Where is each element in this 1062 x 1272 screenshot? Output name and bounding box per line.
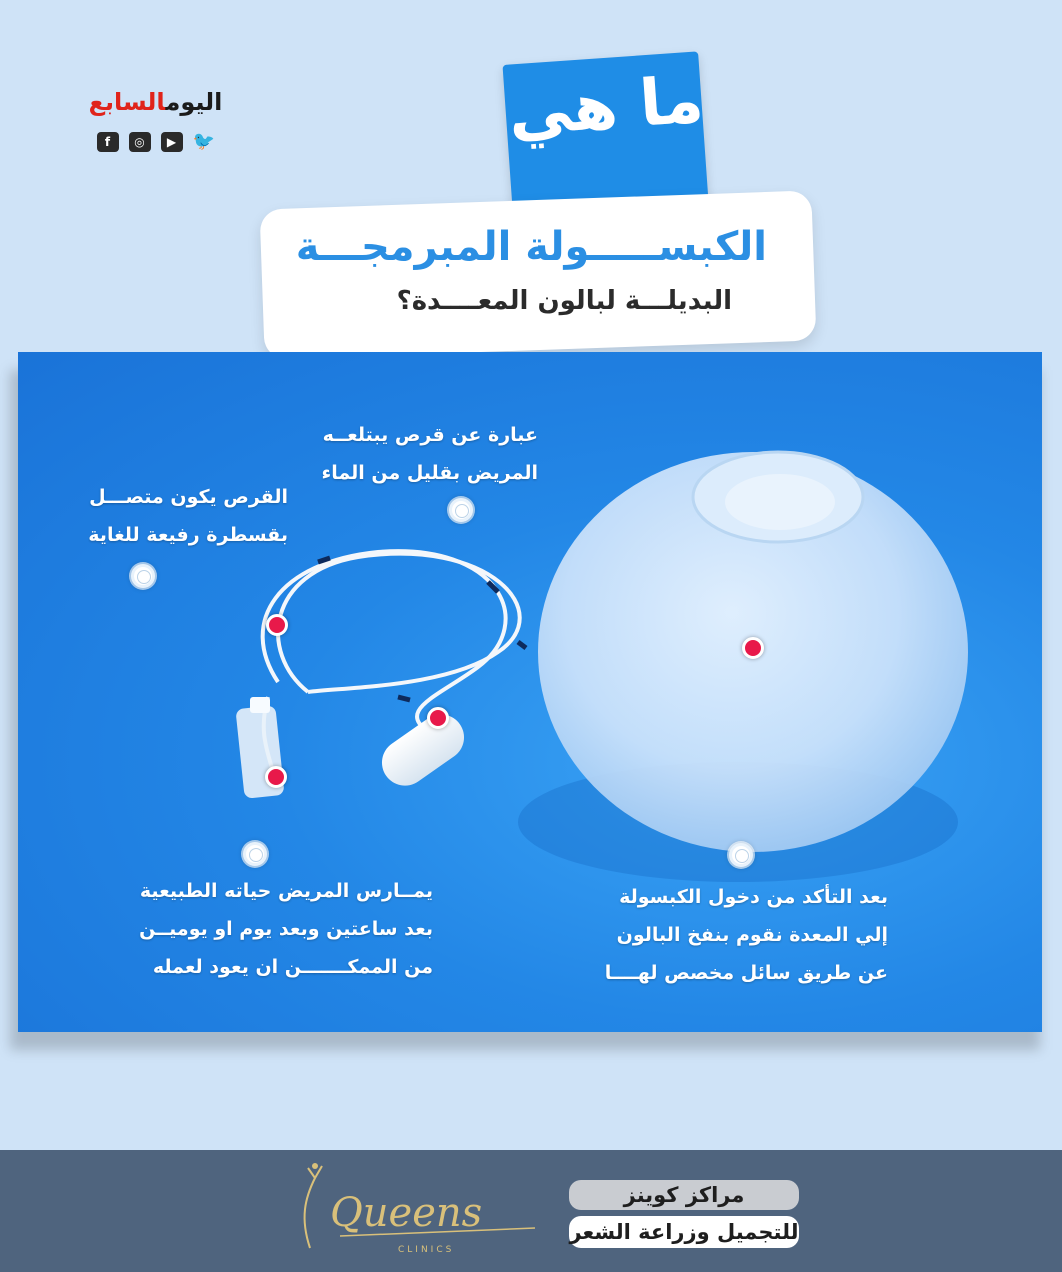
label-line: بقسطرة رفيعة للغاية [88,524,288,546]
label-top-left [38,478,288,554]
page-subtitle: البديلـــة لبالون المعــــدة؟ [396,286,732,316]
catheter-loop-2 [263,551,506,737]
page-title: الكبســـــولة المبرمجـــة [295,224,767,270]
hotspot-pin[interactable] [265,766,287,788]
capsule [373,705,473,794]
brand-name-black: اليوم [165,88,223,116]
facebook-icon[interactable]: f [97,132,119,152]
label-line: المريض بقليل من الماء [321,462,538,484]
queens-clinics-logo [280,1158,550,1258]
label-bottom-left [88,872,433,986]
social-icons [88,132,223,152]
indicator-ring [243,842,267,866]
logo-figure-head [312,1163,318,1169]
label-line: بعد التأكد من دخول الكبسولة [619,886,888,908]
brand-logo [88,88,223,158]
label-top-center [288,416,538,492]
hotspot-pin[interactable] [427,707,449,729]
logo-subtext: CLINICS [398,1245,455,1255]
indicator-ring [729,843,753,867]
logo-wordmark: Queens [330,1190,483,1236]
footer-brand-tagline: للتجميل وزراعة الشعر [569,1216,799,1248]
balloon-valve-inner [725,474,835,530]
label-bottom-right [558,878,888,992]
title-card [260,190,817,359]
product-photo [18,352,1042,1032]
twitter-icon[interactable]: 🐦 [192,131,215,152]
indicator-ring [449,498,473,522]
brand-name [88,88,223,116]
youtube-icon[interactable]: ▶ [161,132,183,152]
hotspot-pin[interactable] [742,637,764,659]
label-line: القرص يكون متصـــل [89,486,288,508]
label-line: من الممكـــــــن ان يعود لعمله [152,956,433,978]
label-line: إلي المعدة نقوم بنفخ البالون [616,924,888,946]
connector-tip [250,697,270,713]
label-line: يمــارس المريض حياته الطبيعية [139,880,433,902]
hotspot-pin[interactable] [266,614,288,636]
logo-figure [305,1166,322,1248]
instagram-icon[interactable]: ◎ [129,132,151,152]
label-line: عبارة عن قرص يبتلعــه [322,424,538,446]
footer-brand-name: مراكز كوينز [569,1180,799,1210]
brand-name-red: السابع [88,88,166,116]
question-text: ما هي [506,63,706,151]
label-line: عن طريق سائل مخصص لهــــا [604,962,888,984]
label-line: بعد ساعتين وبعد يوم او يوميــن [139,918,433,940]
indicator-ring [131,564,155,588]
